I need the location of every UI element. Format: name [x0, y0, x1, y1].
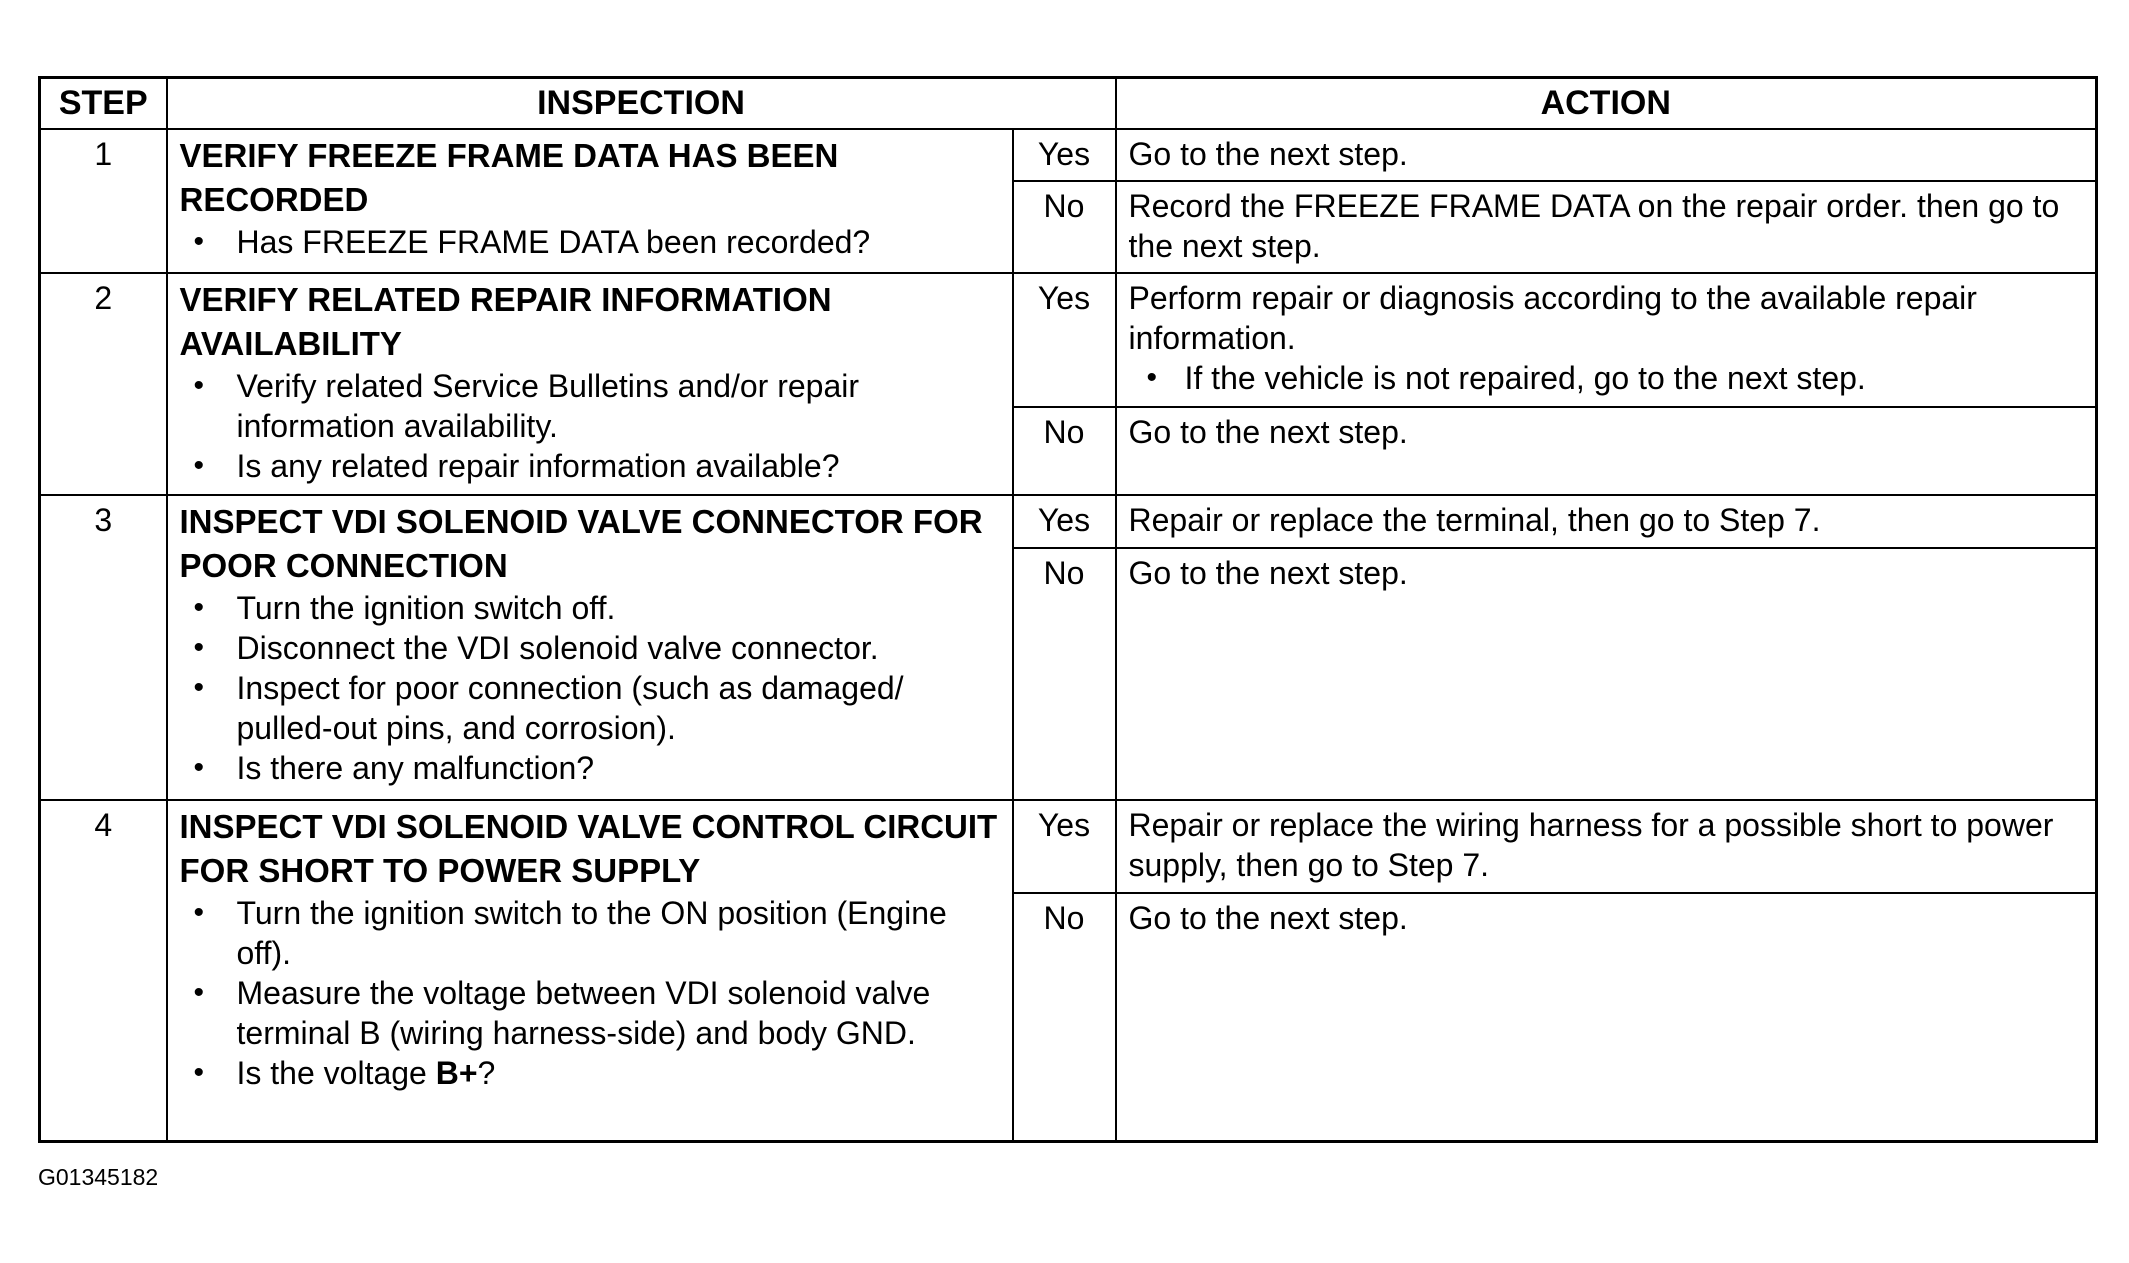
header-step: STEP — [40, 78, 167, 130]
bullet-item: • Disconnect the VDI solenoid valve connector. — [180, 628, 1002, 668]
bullet-item: • Turn the ignition switch to the ON position (Engine off). — [180, 893, 1002, 973]
step-number: 4 — [40, 800, 167, 1142]
inspection-title: VERIFY RELATED REPAIR INFORMATION AVAILABILITY — [179, 281, 832, 363]
inspection-cell — [167, 273, 1013, 495]
inspection-title: VERIFY FREEZE FRAME DATA HAS BEEN RECORDED — [179, 137, 839, 218]
no-action: Record the FREEZE FRAME DATA on the repair order. then go to the next step. — [1116, 181, 2097, 273]
bullet-item: • Is any related repair information available? — [180, 446, 1002, 486]
action-text: Repair or replace the wiring harness for a possible short to power supply, then go to Step 7. — [1128, 806, 2054, 883]
inspection-bullets — [180, 366, 1002, 486]
bullet-item: • Verify related Service Bulletins and/or repair information availability. — [180, 366, 1002, 446]
inspection-bullets — [180, 893, 1002, 1093]
inspection-cell — [167, 495, 1013, 800]
table-row — [40, 273, 2097, 406]
inspection-bullets — [180, 222, 1002, 262]
bullet-item: • Is there any malfunction? — [180, 748, 1002, 788]
action-text: Perform repair or diagnosis according to the available repair information. — [1128, 280, 1977, 357]
bullet-item: • Measure the voltage between VDI solenoid valve terminal B (wiring harness-side) and body GND. — [180, 973, 1002, 1053]
table-row — [40, 800, 2097, 893]
inspection-title: INSPECT VDI SOLENOID VALVE CONNECTOR FOR POOR CONNECTION — [179, 502, 983, 584]
action-text: Go to the next step. — [1128, 136, 1408, 172]
no-action: Go to the next step. — [1116, 893, 2097, 1142]
bullet-item: • If the vehicle is not repaired, go to the next step. — [1129, 358, 2086, 398]
bullet-item: • Inspect for poor connection (such as damaged/ pulled-out pins, and corrosion). — [180, 668, 1002, 748]
yes-label: Yes — [1013, 129, 1116, 181]
figure-code: G01345182 — [38, 1164, 159, 1190]
step-number: 3 — [40, 495, 167, 800]
bullet-item: • Has FREEZE FRAME DATA been recorded? — [180, 222, 1002, 262]
yes-action — [1116, 495, 2097, 548]
yes-label: Yes — [1013, 273, 1116, 406]
no-label: No — [1013, 893, 1116, 1142]
step-number: 1 — [40, 129, 167, 273]
table-row — [40, 129, 2097, 181]
header-row — [40, 78, 2097, 130]
yes-label: Yes — [1013, 495, 1116, 548]
step-number: 2 — [40, 273, 167, 495]
inspection-cell — [167, 129, 1013, 273]
no-label: No — [1013, 548, 1116, 800]
no-label: No — [1013, 407, 1116, 495]
header-inspection: INSPECTION — [167, 78, 1116, 130]
inspection-cell — [167, 800, 1013, 1142]
inspection-bullets — [180, 588, 1002, 788]
yes-label: Yes — [1013, 800, 1116, 893]
no-action: Go to the next step. — [1116, 548, 2097, 800]
action-text: Repair or replace the terminal, then go to Step 7. — [1128, 501, 1821, 538]
inspection-title: INSPECT VDI SOLENOID VALVE CONTROL CIRCUIT FOR SHORT TO POWER SUPPLY — [179, 807, 998, 889]
no-action: Go to the next step. — [1116, 407, 2097, 495]
yes-action — [1116, 800, 2097, 893]
diagnostic-table — [38, 76, 2098, 1143]
header-action: ACTION — [1116, 78, 2097, 130]
action-bullets — [1129, 358, 2086, 398]
bullet-item: • Is the voltage B+? — [180, 1053, 1002, 1093]
yes-action — [1116, 129, 2097, 181]
yes-action — [1116, 273, 2097, 406]
table-row — [40, 495, 2097, 548]
no-label: No — [1013, 181, 1116, 273]
bullet-item: • Turn the ignition switch off. — [180, 588, 1002, 628]
